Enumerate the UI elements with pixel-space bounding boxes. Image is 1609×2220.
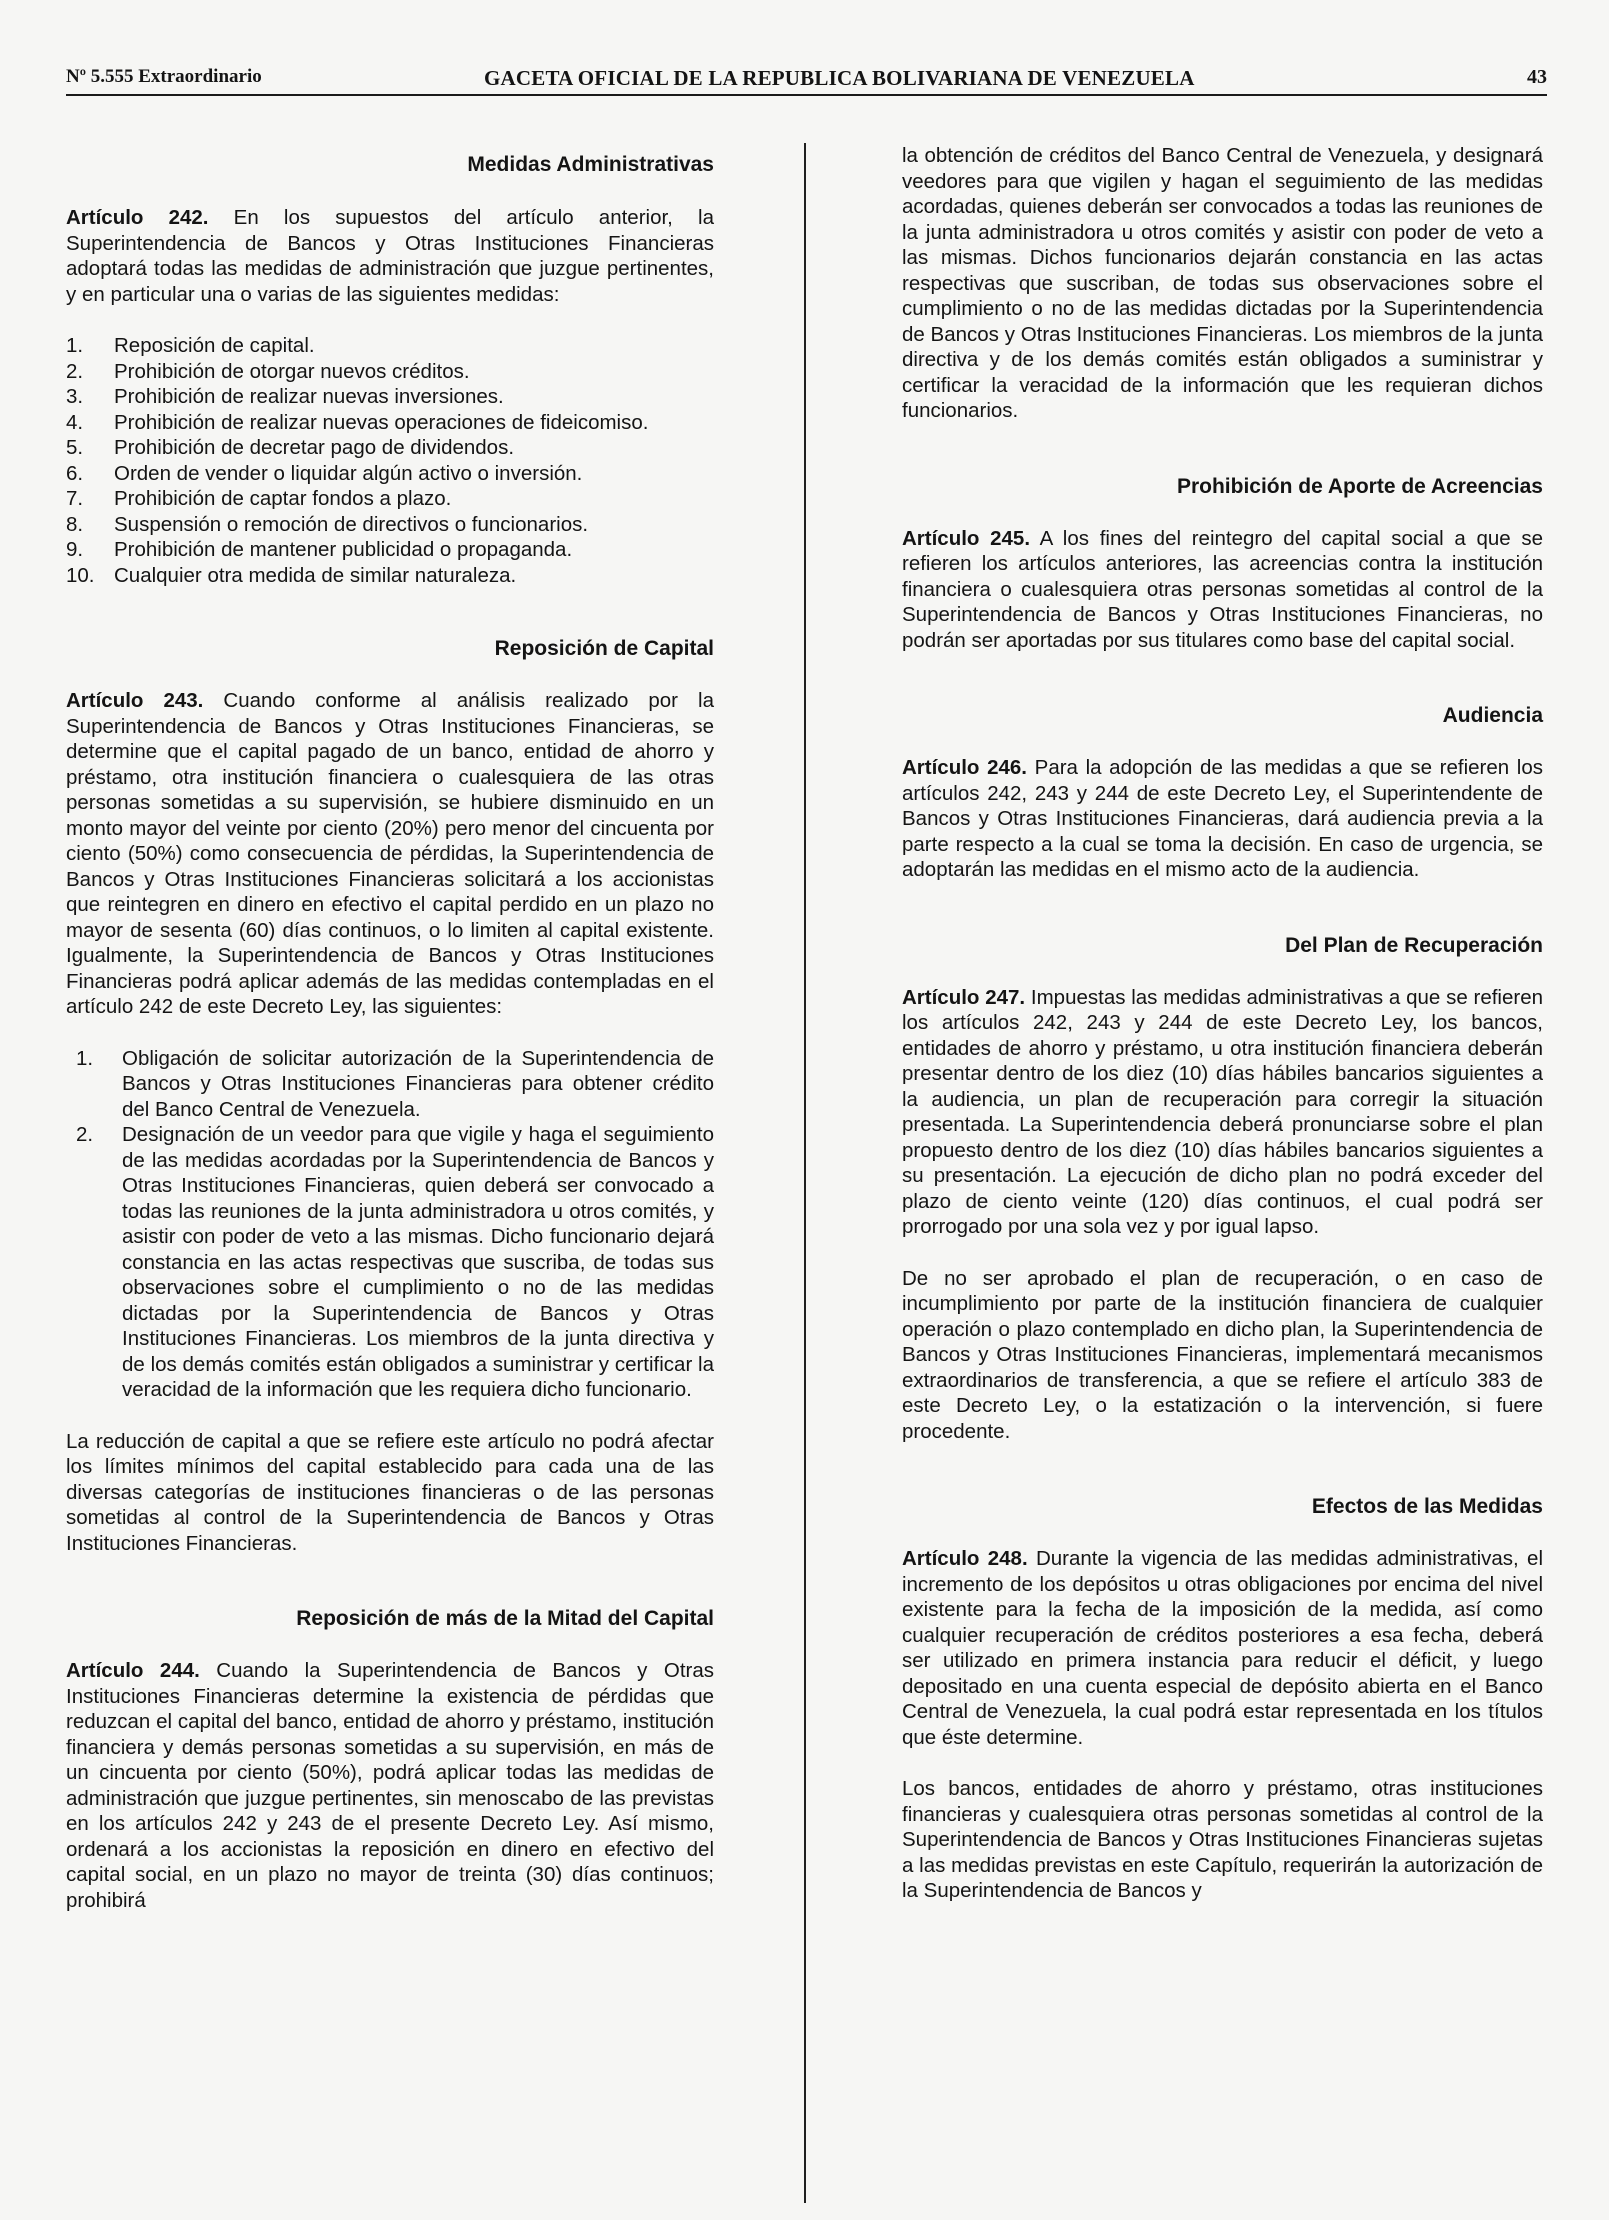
list-text: Prohibición de captar fondos a plazo. — [114, 487, 452, 510]
list-text: Prohibición de otorgar nuevos créditos. — [114, 359, 470, 383]
list-number: 10. — [66, 563, 95, 587]
article-text: Cuando la Superintendencia de Bancos y Otras Instituciones Financieras determine la existencia de pérdidas que reduzcan el capital del banco, entidad de ahorro y préstamo, institución financiera y demás personas sometidas a su supervisión, en más de un cincuenta por ciento (50%), podrá aplicar todas las medidas de administración que juzgue pertinentes, sin menoscabo de las previstas en los artículos 242 y 243 de el presente Decreto Ley. Así mismo, ordenará a los accionistas la reposición en dinero en efectivo del capital social, en un plazo no mayor de treinta (30) días continuos; prohibirá — [66, 1659, 715, 1912]
list-text: Orden de vender o liquidar algún activo o inversión. — [114, 461, 583, 485]
measure-item — [66, 384, 714, 410]
article-248-paragraph: Los bancos, entidades de ahorro y préstamo, otras instituciones financieras y cualesquiera otras personas sometidas al control de la Superintendencia de Bancos y Otras Instituciones Financieras sujetas a las medidas previstas en este Capítulo, requerirán la autorización de la Superintendencia de Bancos y — [902, 1777, 1543, 1902]
list-text: Prohibición de realizar nuevas inversiones. — [114, 385, 504, 408]
list-number: 6. — [66, 461, 84, 485]
article-242 — [66, 205, 714, 307]
article-245 — [902, 526, 1543, 654]
issue-number: Nº 5.555 Extraordinario — [66, 66, 262, 87]
additional-measures-list — [66, 1046, 714, 1403]
measure-item — [66, 435, 714, 461]
measure-item — [66, 410, 714, 436]
list-number: 5. — [66, 436, 84, 459]
section-heading: Prohibición de Aporte de Acreencias — [1176, 474, 1543, 498]
left-column — [66, 143, 714, 1913]
list-number: 1. — [66, 334, 84, 357]
list-text: Designación de un veedor para que vigile y haga el seguimiento de las medidas acordadas por la Superintendencia de Bancos y Otras Instituciones Financieras, quien deberá ser convocado a todas las reuniones de la junta administradora u otros comités, y asistir con poder de veto a las mismas. Dicho funcionario dejará constancia en las actas respectivas que suscriba, de todas sus observaciones sobre el cumplimiento o no de las medidas dictadas por la Superintendencia de Bancos y Otras Instituciones Financieras. Los miembros de la junta directiva y de los demás comités están obligados a suministrar y certificar la veracidad de la información que les requiera dicho funcionario. — [122, 1123, 714, 1401]
additional-measure-item — [66, 1122, 714, 1403]
article-247-paragraph: De no ser aprobado el plan de recuperación, o en caso de incumplimiento por parte de la institución financiera de cualquier operación o plazo contemplado en dicho plan, la Superintendencia de Bancos y Otras Instituciones Financieras, implementará mecanismos extraordinarios de transferencia, a que se refiere el artículo 383 de este Decreto Ley, o la estatización o la intervención, si fuere procedente. — [902, 1266, 1543, 1443]
list-number: 4. — [66, 410, 84, 434]
article-246 — [902, 755, 1543, 883]
list-text: Prohibición de realizar nuevas operaciones de fideicomiso. — [114, 410, 649, 434]
list-text: Prohibición de decretar pago de dividendos. — [114, 436, 515, 459]
article-number: Artículo 242. — [66, 206, 209, 229]
section-heading: Reposición de más de la Mitad del Capital — [296, 1607, 714, 1630]
article-248 — [902, 1546, 1543, 1750]
measure-item — [66, 461, 714, 487]
measures-list — [66, 333, 714, 588]
list-number: 8. — [66, 512, 84, 536]
article-text: Para la adopción de las medidas a que se refieren los artículos 242, 243 y 244 de este Decreto Ley, el Superintendente de Bancos y Otras Instituciones Financieras, dará audiencia previa a la parte respecto a la cual se toma la decisión. En caso de urgencia, se adoptarán las medidas en el mismo acto de la audiencia. — [902, 756, 1543, 881]
article-number: Artículo 243. — [66, 689, 204, 712]
measure-item — [66, 512, 714, 538]
measure-item — [66, 563, 714, 589]
section-heading: Del Plan de Recuperación — [1285, 933, 1543, 957]
list-number: 1. — [76, 1046, 94, 1070]
measure-item — [66, 333, 714, 359]
section-heading: Medidas Administrativas — [467, 153, 714, 176]
article-number: Artículo 247. — [902, 985, 1026, 1009]
section-heading: Efectos de las Medidas — [1311, 1495, 1543, 1518]
page-number: 43 — [1527, 66, 1547, 88]
right-column — [902, 143, 1543, 1904]
article-243-paragraph: La reducción de capital a que se refiere este artículo no podrá afectar los límites mínimos del capital establecido para cada una de las diversas categorías de instituciones financieras o de las personas sometidas al control de la Superintendencia de Bancos y Otras Instituciones Financieras. — [66, 1429, 714, 1555]
article-247 — [902, 985, 1543, 1240]
article-text: En los supuestos del artículo anterior, la Superintendencia de Bancos y Otras Instituciones Financieras adoptará todas las medidas de administración que juzgue pertinentes, y en particular una o varias de las siguientes medidas: — [66, 206, 714, 306]
page-header — [66, 66, 1547, 102]
header-rule — [66, 94, 1547, 96]
article-number: Artículo 245. — [902, 526, 1031, 550]
list-text: Reposición de capital. — [114, 334, 315, 357]
list-number: 7. — [66, 487, 84, 510]
article-text: Durante la vigencia de las medidas administrativas, el incremento de los depósitos u otras obligaciones por encima del nivel existente para la fecha de la imposición de la medida, así como cualquier recuperación de créditos posteriores a esa fecha, deberá ser utilizado en primera instancia para reducir el déficit, y luego depositado en una cuenta especial de depósito abierta en el Banco Central de Venezuela, la cual podrá estar representada en los títulos que éste determine. — [902, 1547, 1543, 1749]
list-text: Suspensión o remoción de directivos o funcionarios. — [114, 512, 589, 536]
list-number: 9. — [66, 538, 84, 561]
article-243 — [66, 688, 714, 1020]
article-244-continuation: la obtención de créditos del Banco Central de Venezuela, y designará veedores para que vigilen y hagan el seguimiento de las medidas acordadas, quienes deberán ser convocados a todas las reuniones de la junta administradora u otros comités y asistir con poder de veto a las mismas. Dichos funcionarios dejarán constancia en las actas respectivas que suscriban, de todas sus observaciones sobre el cumplimiento o no de las medidas dictadas por la Superintendencia de Bancos y Otras Instituciones Financieras. Los miembros de la junta directiva y de los demás comités están obligados a suministrar y certificar la veracidad de la información que les requieran dichos funcionarios. — [902, 144, 1543, 422]
column-divider — [804, 143, 806, 2203]
gazette-title: GACETA OFICIAL DE LA REPUBLICA BOLIVARIANA DE VENEZUELA — [484, 66, 1195, 90]
list-number: 3. — [66, 385, 84, 408]
article-text: A los fines del reintegro del capital social a que se refieren los artículos anteriores, las acreencias contra la institución financiera o cualesquiera otras personas sometidas al control de la Superintendencia de Bancos y Otras Instituciones Financieras, no podrán ser aportadas por sus titulares como base del capital social. — [902, 526, 1543, 652]
article-text: Cuando conforme al análisis realizado por la Superintendencia de Bancos y Otras Instituciones Financieras, se determine que el capital pagado de un banco, entidad de ahorro y préstamo, otra institución financiera o cualesquiera de las otras personas sometidas a su supervisión, se hubiere disminuido en un monto mayor del veinte por ciento (20%) pero menor del cincuenta por ciento (50%) como consecuencia de pérdidas, la Superintendencia de Bancos y Otras Instituciones Financieras solicitará a los accionistas que reintegren en dinero en efectivo el capital perdido en un plazo no mayor de sesenta (60) días continuos, o lo limiten al capital existente. Igualmente, la Superintendencia de Bancos y Otras Instituciones Financieras podrá aplicar además de las medidas contempladas en el artículo 242 de este Decreto Ley, las siguientes: — [66, 689, 714, 1018]
article-number: Artículo 248. — [902, 1547, 1028, 1570]
section-heading: Reposición de Capital — [494, 637, 714, 660]
measure-item — [66, 537, 714, 563]
list-text: Cualquier otra medida de similar naturaleza. — [114, 563, 517, 587]
article-244 — [66, 1658, 714, 1913]
list-number: 2. — [76, 1123, 94, 1146]
measure-item — [66, 359, 714, 385]
article-number: Artículo 246. — [902, 756, 1027, 779]
article-number: Artículo 244. — [66, 1659, 200, 1682]
list-number: 2. — [66, 359, 84, 383]
list-text: Obligación de solicitar autorización de la Superintendencia de Bancos y Otras Instituciones Financieras para obtener crédito del Banco Central de Venezuela. — [122, 1046, 714, 1121]
measure-item — [66, 486, 714, 512]
additional-measure-item — [66, 1046, 714, 1123]
section-heading: Audiencia — [1442, 704, 1543, 727]
list-text: Prohibición de mantener publicidad o propaganda. — [114, 538, 573, 561]
article-text: Impuestas las medidas administrativas a que se refieren los artículos 242, 243 y 244 de este Decreto Ley, los bancos, entidades de ahorro y préstamo, u otra institución financiera deberán presentar dentro de los diez (10) días hábiles bancarios siguientes a la audiencia, un plan de recuperación para corregir la situación presentada. La Superintendencia deberá pronunciarse sobre el plan propuesto dentro de los diez (10) días hábiles bancarios siguientes a su presentación. La ejecución de dicho plan no podrá exceder del plazo de ciento veinte (120) días continuos, el cual podrá ser prorrogado por una sola vez y por igual lapso. — [902, 985, 1543, 1238]
